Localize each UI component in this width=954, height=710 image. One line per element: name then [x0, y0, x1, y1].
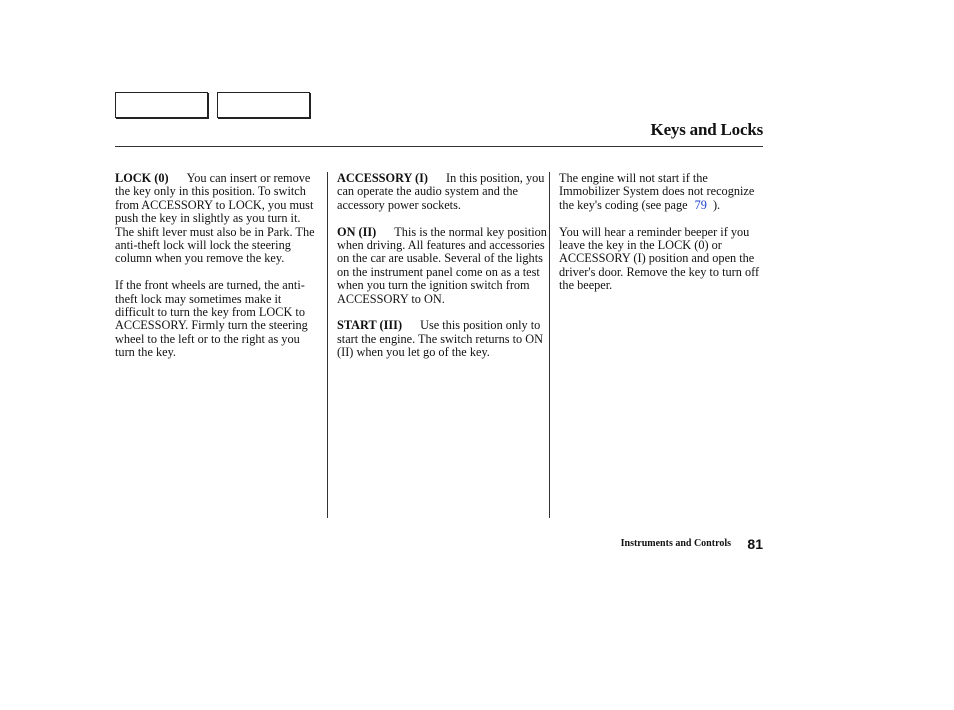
- column-1: [115, 172, 320, 373]
- text-start: Use this position only to start the engine. The switch returns to ON (II) when you let go of the key.: [337, 318, 544, 360]
- footer-section: Instruments and Controls: [620, 538, 731, 549]
- column-divider-1: [327, 172, 328, 518]
- text-accessory: In this position, you can operate the audio system and the accessory power sockets.: [337, 171, 545, 212]
- header-rule: [115, 146, 763, 147]
- nav-button-next[interactable]: [217, 92, 310, 118]
- paragraph-beeper: You will hear a reminder beeper if you leave the key in the LOCK (0) or ACCESSORY (I) position and open the driver's door. Remove the key to turn off the beeper.: [559, 224, 760, 293]
- paragraph-start: [337, 319, 547, 359]
- page-link-79[interactable]: 79: [694, 197, 707, 212]
- text-on: This is the normal key position when driving. All features and accessories on the car are usable. Several of the lights on the instrument panel come on as a test when you turn the ignition switch from ACCESSORY to ON.: [337, 224, 547, 306]
- column-divider-2: [549, 172, 550, 518]
- paragraph-accessory: [337, 172, 547, 212]
- term-lock: LOCK (0): [115, 171, 169, 185]
- term-on: ON (II): [337, 224, 377, 239]
- page-title: Keys and Locks: [650, 120, 763, 139]
- paragraph-immobilizer: [559, 172, 764, 212]
- column-3: [559, 172, 764, 306]
- term-start: START (III): [337, 318, 403, 333]
- text-lock: You can insert or remove the key only in this position. To switch from ACCESSORY to LOCK, you must push the key in slightly as you turn it. The shift lever must also be in Park. The anti-theft lock will lock the steering column when you remove the key.: [115, 171, 315, 266]
- page-number: 81: [747, 536, 763, 552]
- text-immobilizer-end: ).: [712, 197, 721, 212]
- text-immobilizer: The engine will not start if the Immobilizer System does not recognize the key's coding (see page: [559, 171, 755, 212]
- paragraph-on: [337, 226, 547, 306]
- nav-button-prev[interactable]: [115, 92, 208, 118]
- term-accessory: ACCESSORY (I): [337, 171, 429, 185]
- column-2: [337, 172, 547, 373]
- paragraph-lock: [115, 172, 320, 266]
- paragraph-front-wheels: If the front wheels are turned, the anti-theft lock may sometimes make it difficult to turn the key from LOCK to ACCESSORY. Firmly turn the steering wheel to the left or to the right as you turn the key.: [115, 278, 308, 360]
